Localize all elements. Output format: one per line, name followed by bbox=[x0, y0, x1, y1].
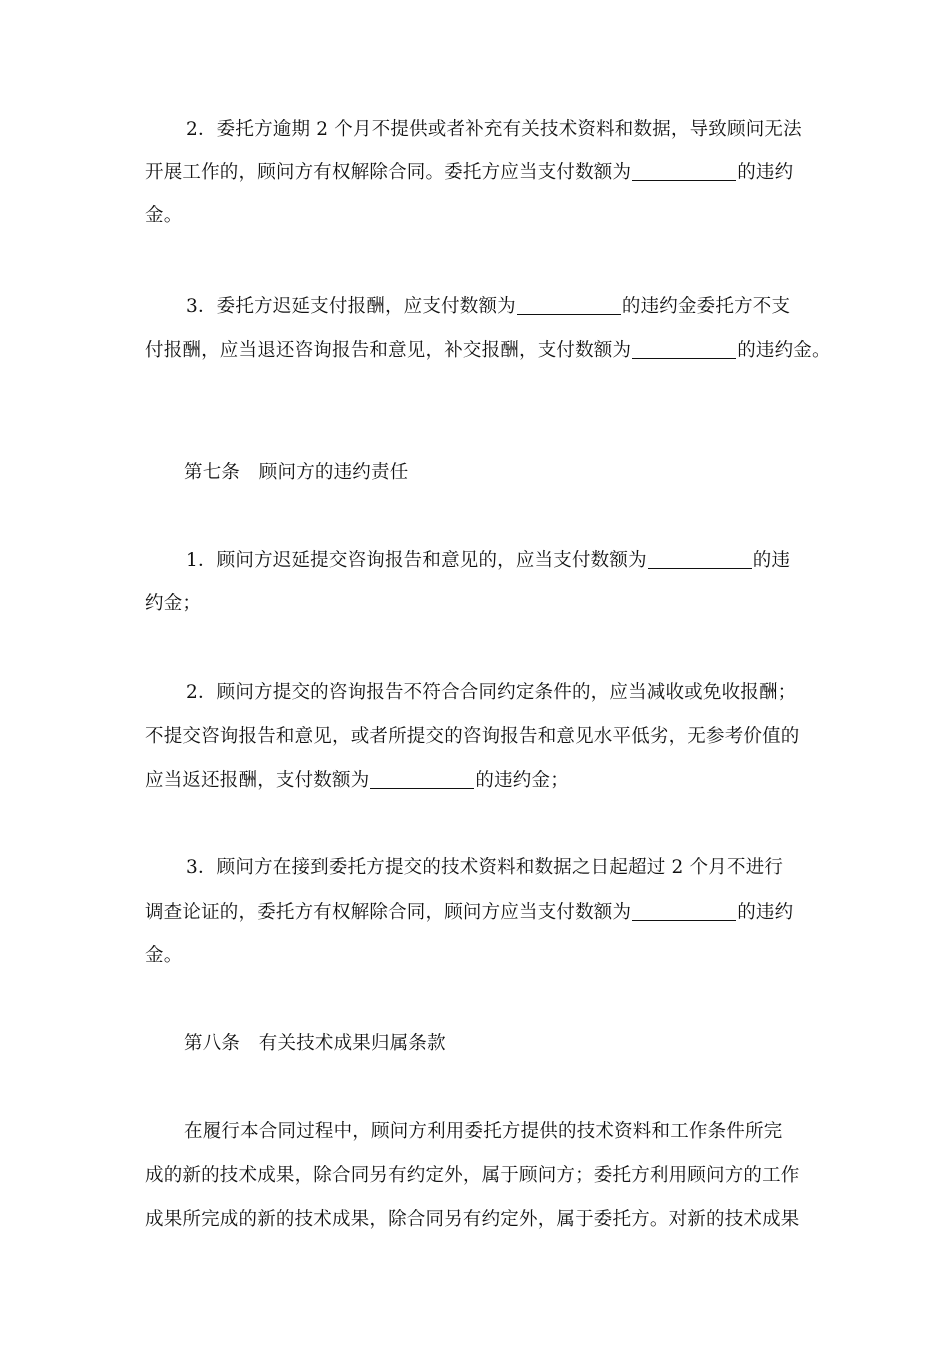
text: 2．委托方逾期 2 个月不提供或者补充有关技术资料和数据，导致顾问无法 bbox=[186, 119, 802, 140]
art6-item2-line1 bbox=[186, 118, 802, 142]
text: 调查论证的，委托方有权解除合同，顾问方应当支付数额为 bbox=[145, 902, 632, 923]
text: 不提交咨询报告和意见，或者所提交的咨询报告和意见水平低劣，无参考价值的 bbox=[145, 726, 800, 747]
art6-item2-line2 bbox=[145, 160, 793, 184]
text: 付报酬，应当退还咨询报告和意见，补交报酬，支付数额为 bbox=[145, 340, 632, 361]
art7-item2-line3 bbox=[145, 768, 569, 792]
art7-item1-line1 bbox=[186, 548, 790, 572]
fill-in-blank[interactable] bbox=[632, 900, 736, 921]
fill-in-blank[interactable] bbox=[517, 294, 621, 315]
fill-in-blank[interactable] bbox=[370, 768, 474, 789]
fill-in-blank[interactable] bbox=[632, 160, 736, 181]
art8-heading bbox=[184, 1032, 446, 1056]
art7-item1-line2 bbox=[145, 592, 201, 616]
art6-item3-line1 bbox=[186, 294, 790, 318]
text: 在履行本合同过程中，顾问方利用委托方提供的技术资料和工作条件所完 bbox=[184, 1121, 783, 1142]
text: 的违约金委托方不支 bbox=[621, 296, 791, 317]
art7-item3-line3 bbox=[145, 944, 182, 968]
text: 开展工作的，顾问方有权解除合同。委托方应当支付数额为 bbox=[145, 162, 632, 183]
text: 约金； bbox=[145, 593, 202, 614]
art8-p1-line1 bbox=[184, 1120, 782, 1144]
art8-p1-line2 bbox=[145, 1164, 800, 1188]
text: 1．顾问方迟延提交咨询报告和意见的，应当支付数额为 bbox=[186, 550, 647, 571]
text: 3．委托方迟延支付报酬，应支付数额为 bbox=[186, 296, 516, 317]
text: 的违 bbox=[752, 550, 791, 571]
text: 成的新的技术成果，除合同另有约定外，属于顾问方；委托方利用顾问方的工作 bbox=[145, 1165, 800, 1186]
text: 的违约金。 bbox=[737, 340, 831, 361]
text: 2．顾问方提交的咨询报告不符合合同约定条件的，应当减收或免收报酬； bbox=[186, 682, 797, 703]
text: 的违约 bbox=[737, 162, 794, 183]
fill-in-blank[interactable] bbox=[648, 548, 752, 569]
art8-p1-line3 bbox=[145, 1208, 800, 1232]
art6-item2-line3 bbox=[145, 204, 182, 228]
art7-item3-line1 bbox=[186, 856, 783, 880]
fill-in-blank[interactable] bbox=[632, 338, 736, 359]
art6-item3-line2 bbox=[145, 338, 831, 362]
art7-heading bbox=[184, 461, 408, 485]
text: 3．顾问方在接到委托方提交的技术资料和数据之日起超过 2 个月不进行 bbox=[186, 857, 784, 878]
text: 成果所完成的新的技术成果，除合同另有约定外，属于委托方。对新的技术成果 bbox=[145, 1209, 800, 1230]
section-heading: 第八条 有关技术成果归属条款 bbox=[184, 1033, 446, 1054]
art7-item2-line2 bbox=[145, 725, 800, 749]
text: 的违约 bbox=[737, 902, 794, 923]
text: 的违约金； bbox=[475, 770, 569, 791]
art7-item2-line1 bbox=[186, 681, 796, 705]
section-heading: 第七条 顾问方的违约责任 bbox=[184, 462, 409, 483]
text: 应当返还报酬，支付数额为 bbox=[145, 770, 370, 791]
text: 金。 bbox=[145, 945, 183, 966]
text: 金。 bbox=[145, 205, 183, 226]
art7-item3-line2 bbox=[145, 900, 793, 924]
